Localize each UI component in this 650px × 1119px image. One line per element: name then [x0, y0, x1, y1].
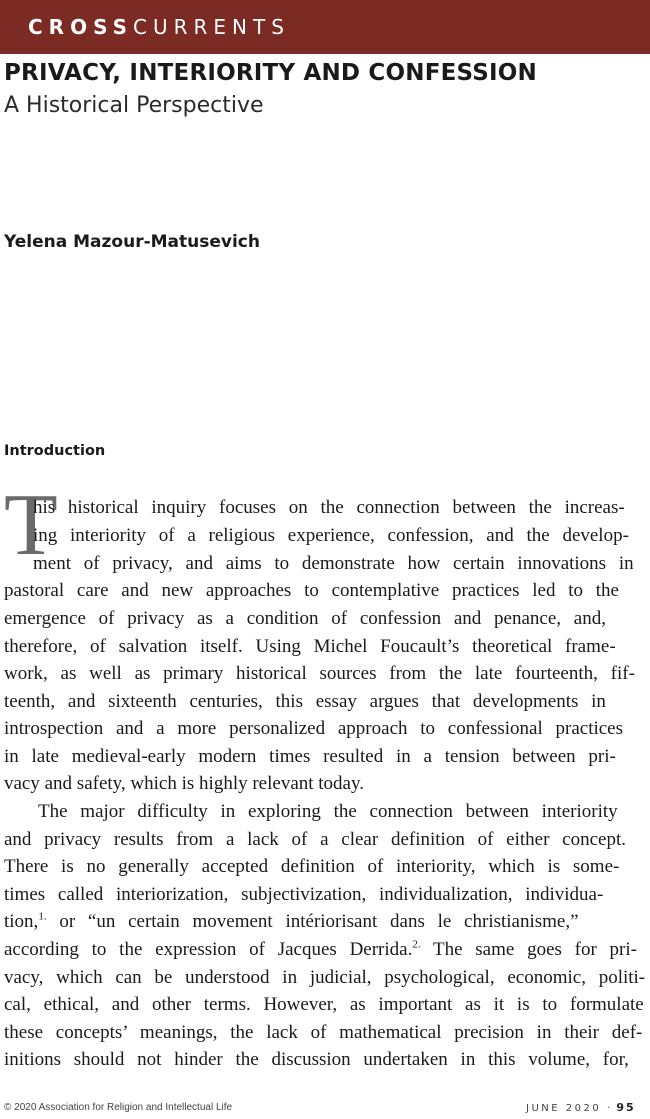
- body-line-text: The major difficulty in exploring the connection between interiority: [38, 801, 618, 822]
- body-line-text: these concepts’ meanings, the lack of mathematical precision in their def-: [4, 1022, 643, 1043]
- issue-date: JUNE 2020: [526, 1103, 602, 1114]
- body-line-text: ing interiority of a religious experience, confession, and the develop-: [33, 525, 629, 546]
- body-line: [4, 635, 647, 659]
- body-line: [4, 855, 647, 879]
- body-line-text: The same goes for pri-: [420, 939, 637, 960]
- copyright-notice: © 2020 Association for Religion and Intellectual Life: [4, 1102, 233, 1113]
- journal-name-light: CURRENTS: [133, 15, 290, 39]
- drop-cap: T: [4, 477, 58, 574]
- issue-info: [526, 1101, 646, 1114]
- body-line-text: tion,: [4, 911, 39, 932]
- body-line: [33, 524, 647, 548]
- body-line-text: in late medieval-early modern times resulted in a tension between pri-: [4, 746, 616, 767]
- body-line: [4, 607, 647, 631]
- body-line-text: times called interiorization, subjectivization, individualization, individua-: [4, 884, 604, 905]
- body-line: [4, 662, 647, 686]
- body-line: [33, 552, 647, 576]
- body-line: [4, 828, 647, 852]
- section-heading: Introduction: [4, 443, 106, 459]
- body-line-text: according to the expression of Jacques Derrida.: [4, 939, 413, 960]
- body-line-text: There is no generally accepted definition of interiority, which is some-: [4, 856, 620, 877]
- page-number: 95: [616, 1101, 636, 1114]
- body-line-text: or “un certain movement intériorisant dans le christianisme,”: [46, 911, 579, 932]
- body-line-text: vacy, which can be understood in judicial, psychological, economic, politi-: [4, 967, 646, 988]
- body-line-text: pastoral care and new approaches to contemplative practices led to the: [4, 580, 619, 601]
- body-line: [4, 1048, 647, 1072]
- body-line-text: cal, ethical, and other terms. However, as important as it is to formulate: [4, 994, 644, 1015]
- body-line: [4, 579, 647, 603]
- body-line-text: therefore, of salvation itself. Using Michel Foucault’s theoretical frame-: [4, 636, 616, 657]
- body-line-text: emergence of privacy as a condition of confession and penance, and,: [4, 608, 606, 629]
- body-line: [38, 800, 647, 824]
- body-line: [4, 910, 647, 934]
- article-subtitle: A Historical Perspective: [4, 93, 264, 118]
- body-line: [33, 496, 647, 520]
- body-line-text: ment of privacy, and aims to demonstrate how certain innovations in: [33, 553, 634, 574]
- journal-name-bold: CROSS: [28, 15, 133, 39]
- journal-name: [28, 14, 290, 40]
- body-line: [4, 938, 647, 962]
- body-line: [4, 1021, 647, 1045]
- body-line-text: vacy and safety, which is highly relevant today.: [4, 773, 365, 794]
- body-line: [4, 745, 647, 769]
- body-line: [4, 966, 647, 990]
- separator: ·: [607, 1103, 611, 1114]
- body-line-text: his historical inquiry focuses on the connection between the increas-: [33, 497, 625, 518]
- footnote-marker[interactable]: 2.: [412, 938, 421, 951]
- body-line: [4, 717, 647, 741]
- journal-banner: [0, 0, 650, 54]
- body-line-text: work, as well as primary historical sources from the late fourteenth, fif-: [4, 663, 635, 684]
- body-line: [4, 690, 647, 714]
- author-name: Yelena Mazour-Matusevich: [4, 232, 260, 252]
- body-line: [4, 772, 647, 796]
- body-line-text: introspection and a more personalized approach to confessional practices: [4, 718, 624, 739]
- body-line-text: and privacy results from a lack of a clear definition of either concept.: [4, 829, 626, 850]
- article-title: PRIVACY, INTERIORITY AND CONFESSION: [4, 60, 537, 86]
- footnote-marker[interactable]: 1.: [38, 910, 47, 923]
- body-line: [4, 883, 647, 907]
- body-line: [4, 993, 647, 1017]
- body-line-text: teenth, and sixteenth centuries, this essay argues that developments in: [4, 691, 606, 712]
- body-line-text: initions should not hinder the discussion undertaken in this volume, for,: [4, 1049, 629, 1070]
